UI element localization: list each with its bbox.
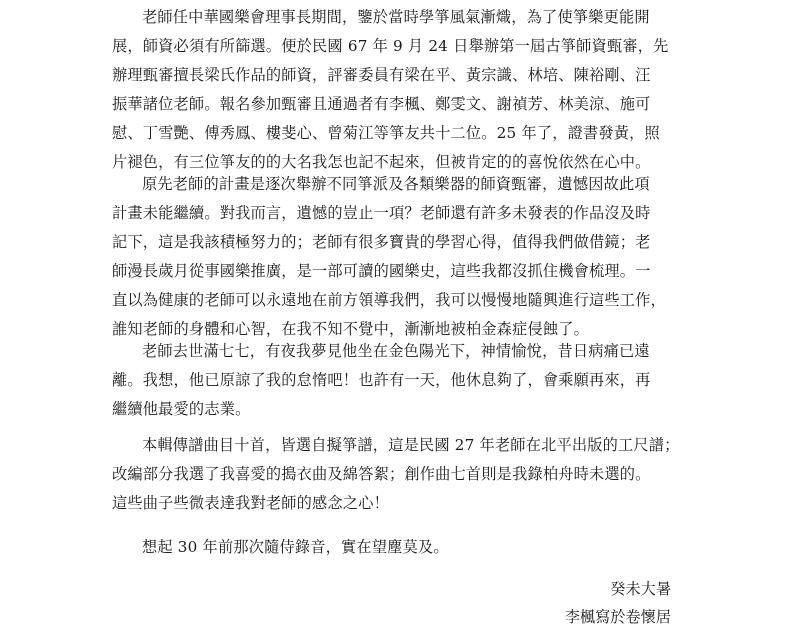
paragraph-line: 慰、丁雪艷、傅秀鳳、樓斐心、曾菊江等箏友共十二位。25 年了，證書發黃，照 — [112, 124, 660, 142]
paragraph-1 — [112, 3, 672, 177]
paragraph-line: 老師任中華國樂會理事長期間，鑒於當時學箏風氣漸熾，為了使箏樂更能開 — [142, 8, 650, 26]
paragraph-5 — [112, 533, 672, 562]
paragraph-line: 師漫長歲月從事國樂推廣，是一部可讀的國樂史，這些我都沒抓住機會梳理。一 — [112, 262, 651, 280]
paragraph-line: 辦理甄審擅長梁氏作品的師資，評審委員有梁在平、黃宗識、林培、陳裕剛、汪 — [112, 66, 651, 84]
paragraph-line: 原先老師的計畫是逐次舉辦不同箏派及各類樂器的師資甄審，遺憾因故此項 — [142, 175, 650, 193]
paragraph-line: 老師去世滿七七，有夜我夢見他坐在金色陽光下，神情愉悅，昔日病痛已遠 — [142, 342, 650, 360]
paragraph-line: 這些曲子些微表達我對老師的感念之心！ — [112, 494, 389, 512]
paragraph-2 — [112, 170, 672, 344]
paragraph-3 — [112, 337, 672, 424]
paragraph-line: 離。我想，他已原諒了我的怠惰吧！也許有一天，他休息夠了，會乘願再來，再 — [112, 371, 651, 389]
paragraph-line: 誰知老師的身體和心智，在我不知不覺中，漸漸地被柏金森症侵蝕了。 — [112, 320, 590, 338]
signature-date: 癸未大暑 — [610, 580, 671, 598]
paragraph-line: 振華諸位老師。報名參加甄審且通過者有李楓、鄭雯文、謝禎芳、林美涼、施可 — [112, 95, 651, 113]
paragraph-line: 展，師資必須有所篩選。便於民國 67 年 9 月 24 日舉辦第一屆古箏師資甄審，先 — [112, 37, 669, 55]
signature-author: 李楓寫於卷懷居 — [564, 608, 671, 626]
paragraph-line: 計畫未能繼續。對我而言，遺憾的豈止一項？老師還有許多未發表的作品沒及時 — [112, 204, 651, 222]
paragraph-line: 片褪色，有三位箏友的的大名我怎也記不起來，但被肯定的的喜悅依然在心中。 — [112, 153, 651, 171]
paragraph-line: 繼續他最愛的志業。 — [112, 400, 251, 418]
paragraph-line: 記下，這是我該積極努力的；老師有很多寶貴的學習心得，值得我們做借鏡；老 — [112, 233, 651, 251]
paragraph-line: 直以為健康的老師可以永遠地在前方領導我們，我可以慢慢地隨興進行這些工作， — [112, 291, 666, 309]
paragraph-line: 想起 30 年前那次隨侍錄音，實在望塵莫及。 — [142, 538, 449, 556]
paragraph-4 — [112, 431, 680, 518]
paragraph-line: 改編部分我選了我喜愛的搗衣曲及綿答絮；創作曲七首則是我錄柏舟時未選的。 — [112, 465, 651, 483]
paragraph-line: 本輯傳譜曲目十首，皆選自擬箏譜，這是民國 27 年老師在北平出版的工尺譜； — [142, 436, 680, 454]
